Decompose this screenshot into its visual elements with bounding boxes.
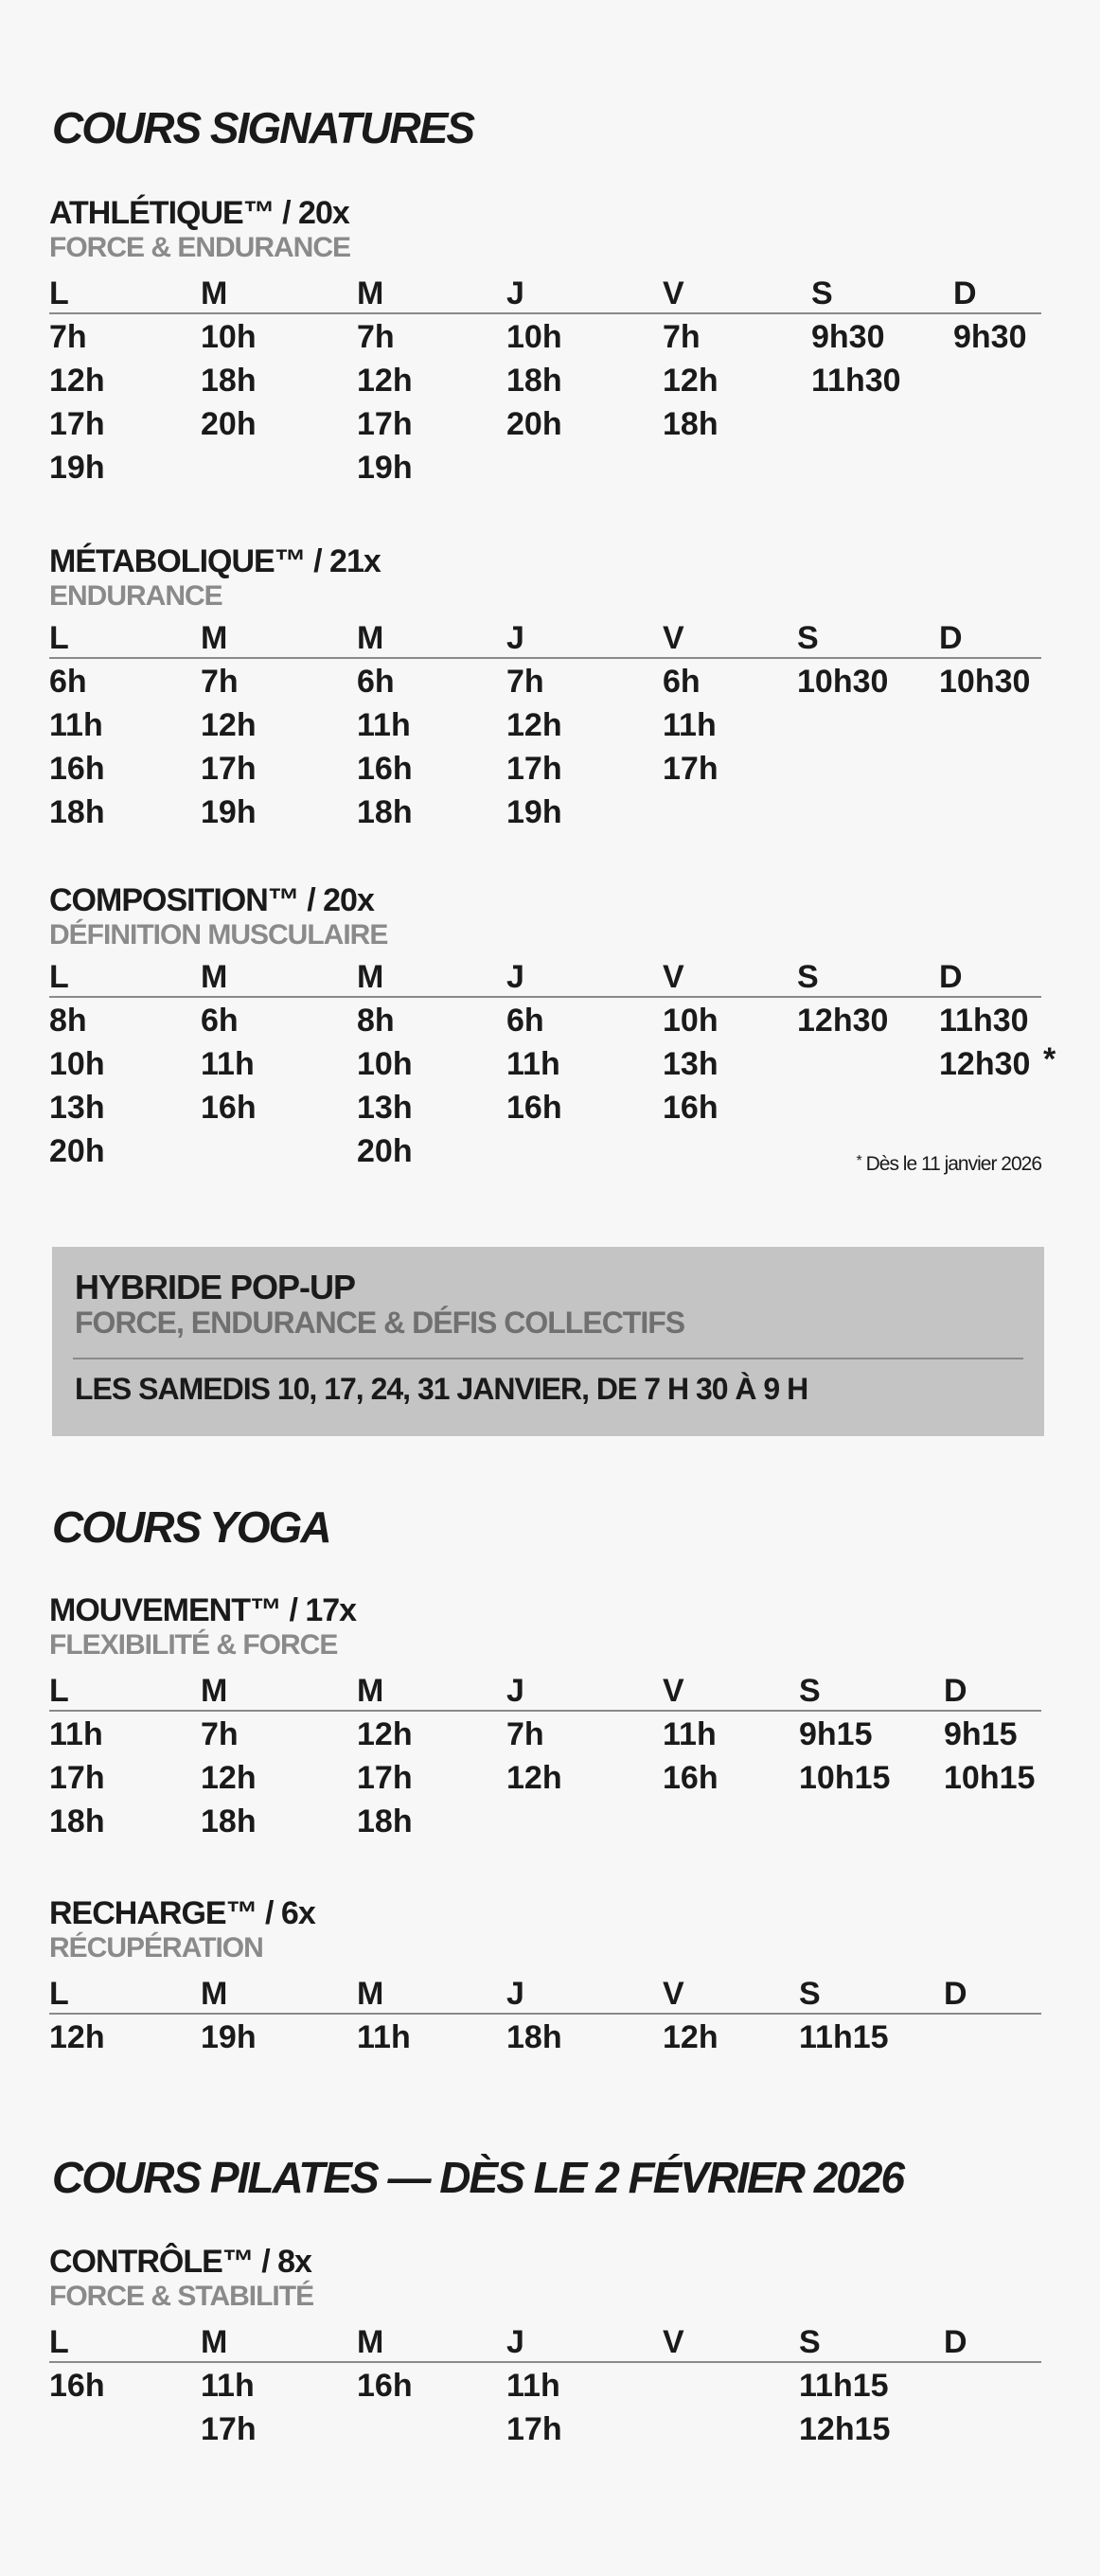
- day-label: V: [663, 2324, 684, 2360]
- schedule-grid: [49, 1672, 1041, 1842]
- time-slot: 7h: [663, 319, 701, 355]
- time-slot: 10h: [201, 319, 257, 355]
- time-slot: 20h: [49, 1133, 105, 1169]
- day-label: J: [506, 2324, 524, 2360]
- class-mouvement: [49, 1592, 1041, 1842]
- day-label: S: [799, 1976, 821, 2012]
- time-slot: 13h: [357, 1090, 413, 1126]
- day-label: L: [49, 1673, 69, 1709]
- time-slot: 12h30: [797, 1003, 889, 1039]
- time-row: [49, 1755, 1041, 1799]
- time-slot: 11h: [201, 1046, 255, 1082]
- time-slot: 18h: [49, 794, 105, 830]
- class-name: CONTRÔLE™ / 8x: [49, 2244, 311, 2280]
- section-title-yoga: COURS YOGA: [52, 1502, 330, 1552]
- time-slot: 17h: [506, 751, 562, 787]
- time-slot: 12h30: [939, 1046, 1031, 1082]
- asterisk-mark: *: [1043, 1041, 1056, 1077]
- schedule-grid: [49, 275, 1041, 489]
- time-slots: [49, 314, 1041, 489]
- class-subtitle: FORCE & ENDURANCE: [49, 232, 351, 263]
- schedule-grid: [49, 958, 1041, 1172]
- time-slot: 20h: [506, 406, 562, 442]
- time-row: [49, 314, 1041, 358]
- class-name: MÉTABOLIQUE™ / 21x: [49, 543, 381, 579]
- time-row: [49, 702, 1041, 746]
- time-slot: 18h: [357, 794, 413, 830]
- time-slot: 12h: [357, 363, 413, 399]
- day-header-row: [49, 1975, 1041, 2015]
- time-slot: 17h: [49, 406, 105, 442]
- class-athletique: [49, 195, 1041, 489]
- time-slot: 16h: [506, 1090, 562, 1126]
- time-row: [49, 998, 1041, 1041]
- time-slot: 10h30: [939, 664, 1031, 700]
- day-label: L: [49, 1976, 69, 2012]
- class-subtitle: FORCE & STABILITÉ: [49, 2281, 314, 2312]
- day-label: L: [49, 2324, 69, 2360]
- class-subtitle: FLEXIBILITÉ & FORCE: [49, 1629, 338, 1661]
- time-slot: 10h15: [799, 1760, 891, 1796]
- time-slot: 18h: [49, 1803, 105, 1839]
- class-controle: [49, 2244, 1041, 2450]
- day-header-row: [49, 275, 1041, 314]
- schedule-grid: [49, 2323, 1041, 2450]
- day-label: D: [944, 1976, 967, 2012]
- time-slot: 10h15: [944, 1760, 1036, 1796]
- time-slot: 18h: [506, 363, 562, 399]
- time-slot: 17h: [663, 751, 719, 787]
- schedule-grid: [49, 619, 1041, 833]
- time-slot: 12h: [663, 2019, 719, 2055]
- day-header-row: [49, 2323, 1041, 2363]
- day-label: D: [944, 2324, 967, 2360]
- class-metabolique: [49, 543, 1041, 833]
- day-label: M: [201, 2324, 228, 2360]
- time-slot: 6h: [357, 664, 395, 700]
- time-slot: 16h: [49, 2368, 105, 2404]
- time-slot: 7h: [201, 1716, 239, 1752]
- time-slot: 16h: [663, 1760, 719, 1796]
- day-label: J: [506, 620, 524, 656]
- time-row: [49, 790, 1041, 833]
- time-slot: 17h: [201, 2411, 257, 2447]
- time-slot: 7h: [506, 664, 544, 700]
- popup-divider: [73, 1358, 1023, 1359]
- time-slot: 12h15: [799, 2411, 891, 2447]
- schedule-note: [857, 1153, 1041, 1176]
- time-slot: 11h: [201, 2368, 255, 2404]
- popup-title: HYBRIDE POP-UP: [75, 1268, 356, 1306]
- day-label: V: [663, 1976, 684, 2012]
- time-slot: 13h: [49, 1090, 105, 1126]
- day-label: D: [939, 620, 963, 656]
- time-slot: 18h: [201, 363, 257, 399]
- time-row: [49, 1799, 1041, 1842]
- day-label: M: [357, 1673, 384, 1709]
- time-slot: 16h: [357, 751, 413, 787]
- popup-banner: [52, 1247, 1044, 1436]
- class-name: RECHARGE™ / 6x: [49, 1895, 315, 1931]
- time-slot: 17h: [506, 2411, 562, 2447]
- time-slot: 12h: [506, 1760, 562, 1796]
- time-slot: 11h: [357, 707, 411, 743]
- time-slot: 16h: [663, 1090, 719, 1126]
- time-row: [49, 2407, 1041, 2450]
- time-slot: 10h30: [797, 664, 889, 700]
- section-title-signatures: COURS SIGNATURES: [52, 103, 474, 152]
- day-label: M: [357, 620, 384, 656]
- time-slot: 17h: [49, 1760, 105, 1796]
- day-label: J: [506, 1976, 524, 2012]
- time-slots: [49, 998, 1041, 1172]
- time-slots: [49, 2015, 1041, 2058]
- time-slot: 10h: [506, 319, 562, 355]
- day-label: D: [939, 959, 963, 995]
- time-row: [49, 445, 1041, 489]
- time-slot: 13h: [663, 1046, 719, 1082]
- time-slot: 11h: [506, 1046, 560, 1082]
- time-slot: 10h: [49, 1046, 105, 1082]
- note-text: Dès le 11 janvier 2026: [865, 1153, 1041, 1175]
- day-label: V: [663, 620, 684, 656]
- class-name: MOUVEMENT™ / 17x: [49, 1592, 357, 1628]
- day-label: M: [357, 1976, 384, 2012]
- day-label: L: [49, 959, 69, 995]
- time-slot: 12h: [357, 1716, 413, 1752]
- time-slot: 18h: [506, 2019, 562, 2055]
- day-header-row: [49, 619, 1041, 659]
- day-label: L: [49, 620, 69, 656]
- time-slot: 20h: [201, 406, 257, 442]
- time-slot: 6h: [506, 1003, 544, 1039]
- time-row: [49, 1712, 1041, 1755]
- time-slot: 7h: [201, 664, 239, 700]
- time-slot: 18h: [201, 1803, 257, 1839]
- class-name: COMPOSITION™ / 20x: [49, 882, 374, 918]
- time-slot: 8h: [357, 1003, 395, 1039]
- time-slot: 6h: [201, 1003, 239, 1039]
- time-slot: 17h: [201, 751, 257, 787]
- day-label: J: [506, 959, 524, 995]
- time-slot: 18h: [357, 1803, 413, 1839]
- time-slot: 11h: [663, 707, 717, 743]
- time-slot: 11h: [49, 1716, 103, 1752]
- day-label: M: [201, 275, 228, 311]
- day-label: S: [811, 275, 833, 311]
- class-subtitle: ENDURANCE: [49, 580, 222, 612]
- popup-dates: LES SAMEDIS 10, 17, 24, 31 JANVIER, DE 7 H 30 À 9 H: [75, 1372, 808, 1406]
- time-slots: [49, 659, 1041, 833]
- day-label: L: [49, 275, 69, 311]
- day-label: M: [201, 959, 228, 995]
- time-slot: 19h: [506, 794, 562, 830]
- time-slot: 9h15: [944, 1716, 1018, 1752]
- section-title-pilates: COURS PILATES — DÈS LE 2 FÉVRIER 2026: [52, 2153, 904, 2202]
- time-slot: 19h: [201, 794, 257, 830]
- time-row: [49, 746, 1041, 790]
- time-row: [49, 659, 1041, 702]
- time-row: [49, 1041, 1041, 1085]
- time-slot: 7h: [506, 1716, 544, 1752]
- time-slot: 9h15: [799, 1716, 873, 1752]
- time-slot: 11h: [663, 1716, 717, 1752]
- day-label: M: [357, 2324, 384, 2360]
- class-subtitle: DÉFINITION MUSCULAIRE: [49, 919, 388, 950]
- time-row: [49, 1085, 1041, 1128]
- class-recharge: [49, 1895, 1041, 2058]
- time-slot: 6h: [663, 664, 701, 700]
- time-slot: 16h: [357, 2368, 413, 2404]
- time-slot: 16h: [201, 1090, 257, 1126]
- time-slot: 17h: [357, 1760, 413, 1796]
- time-slots: [49, 1712, 1041, 1842]
- day-label: J: [506, 275, 524, 311]
- time-slot: 8h: [49, 1003, 87, 1039]
- day-label: S: [797, 959, 819, 995]
- day-label: D: [944, 1673, 967, 1709]
- day-label: M: [357, 275, 384, 311]
- time-slot: 12h: [201, 1760, 257, 1796]
- time-slot: 9h30: [811, 319, 885, 355]
- time-slot: 9h30: [953, 319, 1027, 355]
- time-slot: 20h: [357, 1133, 413, 1169]
- time-slot: 12h: [201, 707, 257, 743]
- day-header-row: [49, 1672, 1041, 1712]
- time-slot: 19h: [201, 2019, 257, 2055]
- schedule-grid: [49, 1975, 1041, 2058]
- class-name: ATHLÉTIQUE™ / 20x: [49, 195, 349, 231]
- time-slot: 11h: [357, 2019, 411, 2055]
- time-slot: 7h: [357, 319, 395, 355]
- day-label: S: [799, 1673, 821, 1709]
- time-slot: 17h: [357, 406, 413, 442]
- time-slot: 11h: [49, 707, 103, 743]
- class-composition: [49, 882, 1056, 1175]
- time-slot: 11h15: [799, 2368, 889, 2404]
- time-slot: 12h: [49, 363, 105, 399]
- time-row: [49, 2363, 1041, 2407]
- time-slot: 19h: [357, 450, 413, 486]
- popup-subtitle: FORCE, ENDURANCE & DÉFIS COLLECTIFS: [75, 1306, 685, 1340]
- time-slot: 10h: [663, 1003, 719, 1039]
- day-label: V: [663, 275, 684, 311]
- time-slot: 7h: [49, 319, 87, 355]
- time-row: [49, 358, 1041, 401]
- day-label: S: [799, 2324, 821, 2360]
- time-row: [49, 401, 1041, 445]
- time-slot: 11h: [506, 2368, 560, 2404]
- time-slot: 12h: [506, 707, 562, 743]
- time-slot: 10h: [357, 1046, 413, 1082]
- time-slot: 18h: [663, 406, 719, 442]
- day-label: M: [201, 1976, 228, 2012]
- note-asterisk: *: [856, 1153, 861, 1169]
- day-label: V: [663, 959, 684, 995]
- time-row: [49, 2015, 1041, 2058]
- class-subtitle: RÉCUPÉRATION: [49, 1932, 263, 1963]
- time-slots: [49, 2363, 1041, 2450]
- time-slot: 16h: [49, 751, 105, 787]
- day-label: M: [201, 620, 228, 656]
- time-slot: 6h: [49, 664, 87, 700]
- time-slot: 11h30: [939, 1003, 1029, 1039]
- time-slot: 12h: [49, 2019, 105, 2055]
- time-slot: 11h30: [811, 363, 901, 399]
- day-header-row: [49, 958, 1041, 998]
- day-label: D: [953, 275, 977, 311]
- time-slot: 12h: [663, 363, 719, 399]
- day-label: S: [797, 620, 819, 656]
- time-slot: 19h: [49, 450, 105, 486]
- day-label: J: [506, 1673, 524, 1709]
- day-label: M: [357, 959, 384, 995]
- time-slot: 11h15: [799, 2019, 889, 2055]
- day-label: V: [663, 1673, 684, 1709]
- day-label: M: [201, 1673, 228, 1709]
